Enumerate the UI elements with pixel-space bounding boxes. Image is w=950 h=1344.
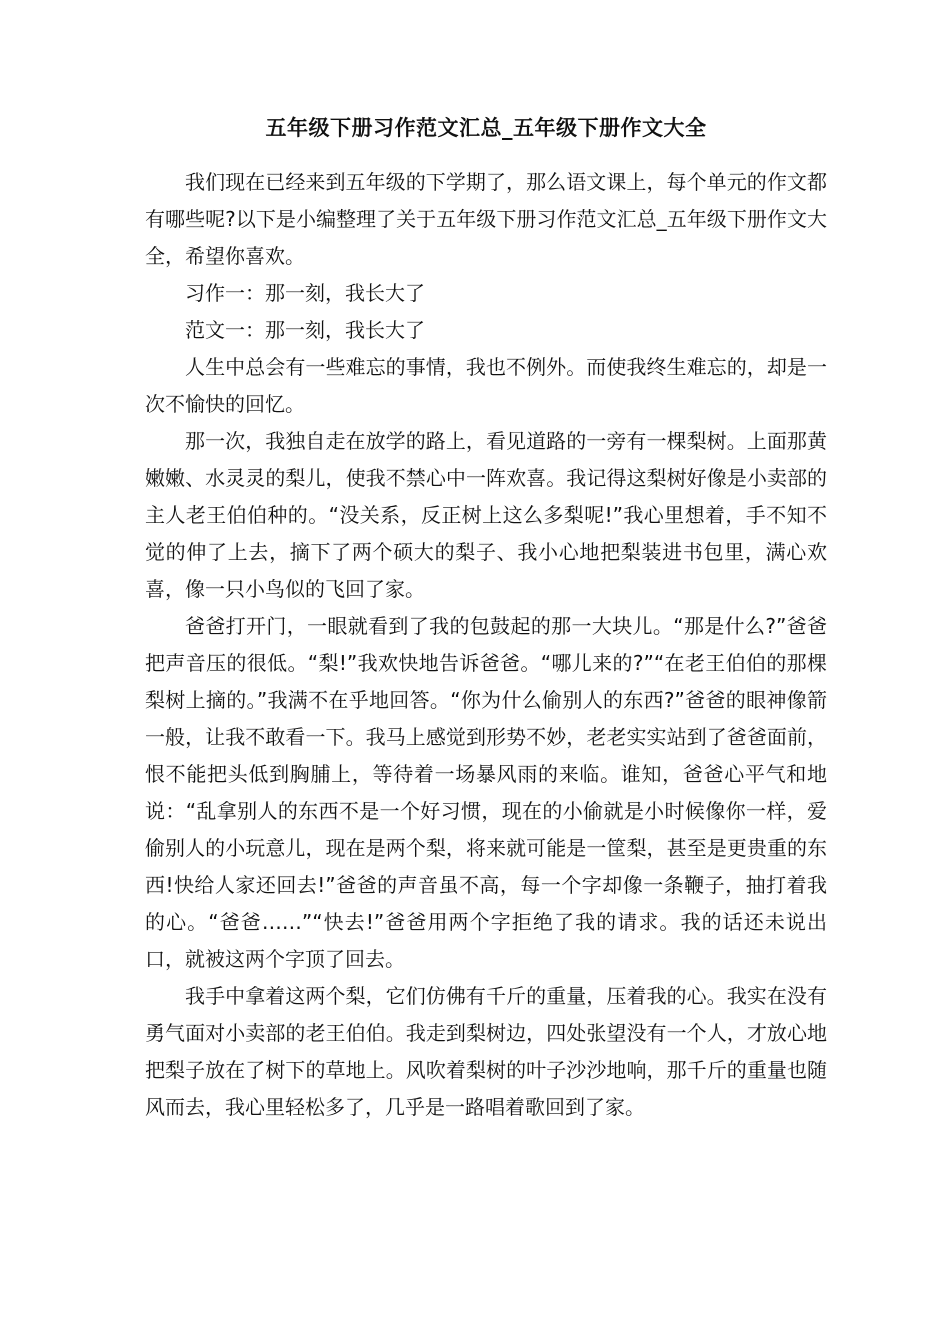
body-paragraph: 爸爸打开门，一眼就看到了我的包鼓起的那一大块儿。“那是什么?”爸爸把声音压的很低。“梨!”我欢快地告诉爸爸。“哪儿来的?”“在老王伯伯的那棵梨树上摘的。”我满不在乎地回答。“你为什么偷别人的东西?”爸爸的眼神像箭一般，让我不敢看一下。我马上感觉到形势不妙，老老实实站到了爸爸面前，恨不能把头低到胸脯上，等待着一场暴风雨的来临。谁知，爸爸心平气和地说：“乱拿别人的东西不是一个好习惯，现在的小偷就是小时候像你一样，爱偷别人的小玩意儿，现在是两个梨，将来就可能是一筐梨，甚至是更贵重的东西!快给人家还回去!”爸爸的声音虽不高，每一个字却像一条鞭子，抽打着我的心。“爸爸……”“快去!”爸爸用两个字拒绝了我的请求。我的话还未说出口，就被这两个字顶了回去。 — [145, 614, 827, 971]
document-page — [145, 112, 827, 1126]
document-title: 五年级下册习作范文汇总_五年级下册作文大全 — [265, 116, 707, 140]
body-paragraph: 我手中拿着这两个梨，它们仿佛有千斤的重量，压着我的心。我实在没有勇气面对小卖部的老王伯伯。我走到梨树边，四处张望没有一个人，才放心地把梨子放在了树下的草地上。风吹着梨树的叶子沙沙地响，那千斤的重量也随风而去，我心里轻松多了，几乎是一路唱着歌回到了家。 — [145, 984, 827, 1119]
section-heading: 习作一：那一刻，我长大了 — [185, 281, 425, 305]
intro-paragraph: 我们现在已经来到五年级的下学期了，那么语文课上，每个单元的作文都有哪些呢?以下是小编整理了关于五年级下册习作范文汇总_五年级下册作文大全，希望你喜欢。 — [145, 170, 827, 268]
body-paragraph: 人生中总会有一些难忘的事情，我也不例外。而使我终生难忘的，却是一次不愉快的回忆。 — [145, 355, 827, 416]
body-paragraph: 那一次，我独自走在放学的路上，看见道路的一旁有一棵梨树。上面那黄嫩嫩、水灵灵的梨儿，使我不禁心中一阵欢喜。我记得这梨树好像是小卖部的主人老王伯伯种的。“没关系，反正树上这么多梨呢!”我心里想着，手不知不觉的伸了上去，摘下了两个硕大的梨子、我小心地把梨装进书包里，满心欢喜，像一只小鸟似的飞回了家。 — [145, 429, 827, 601]
essay-heading: 范文一：那一刻，我长大了 — [185, 318, 425, 342]
